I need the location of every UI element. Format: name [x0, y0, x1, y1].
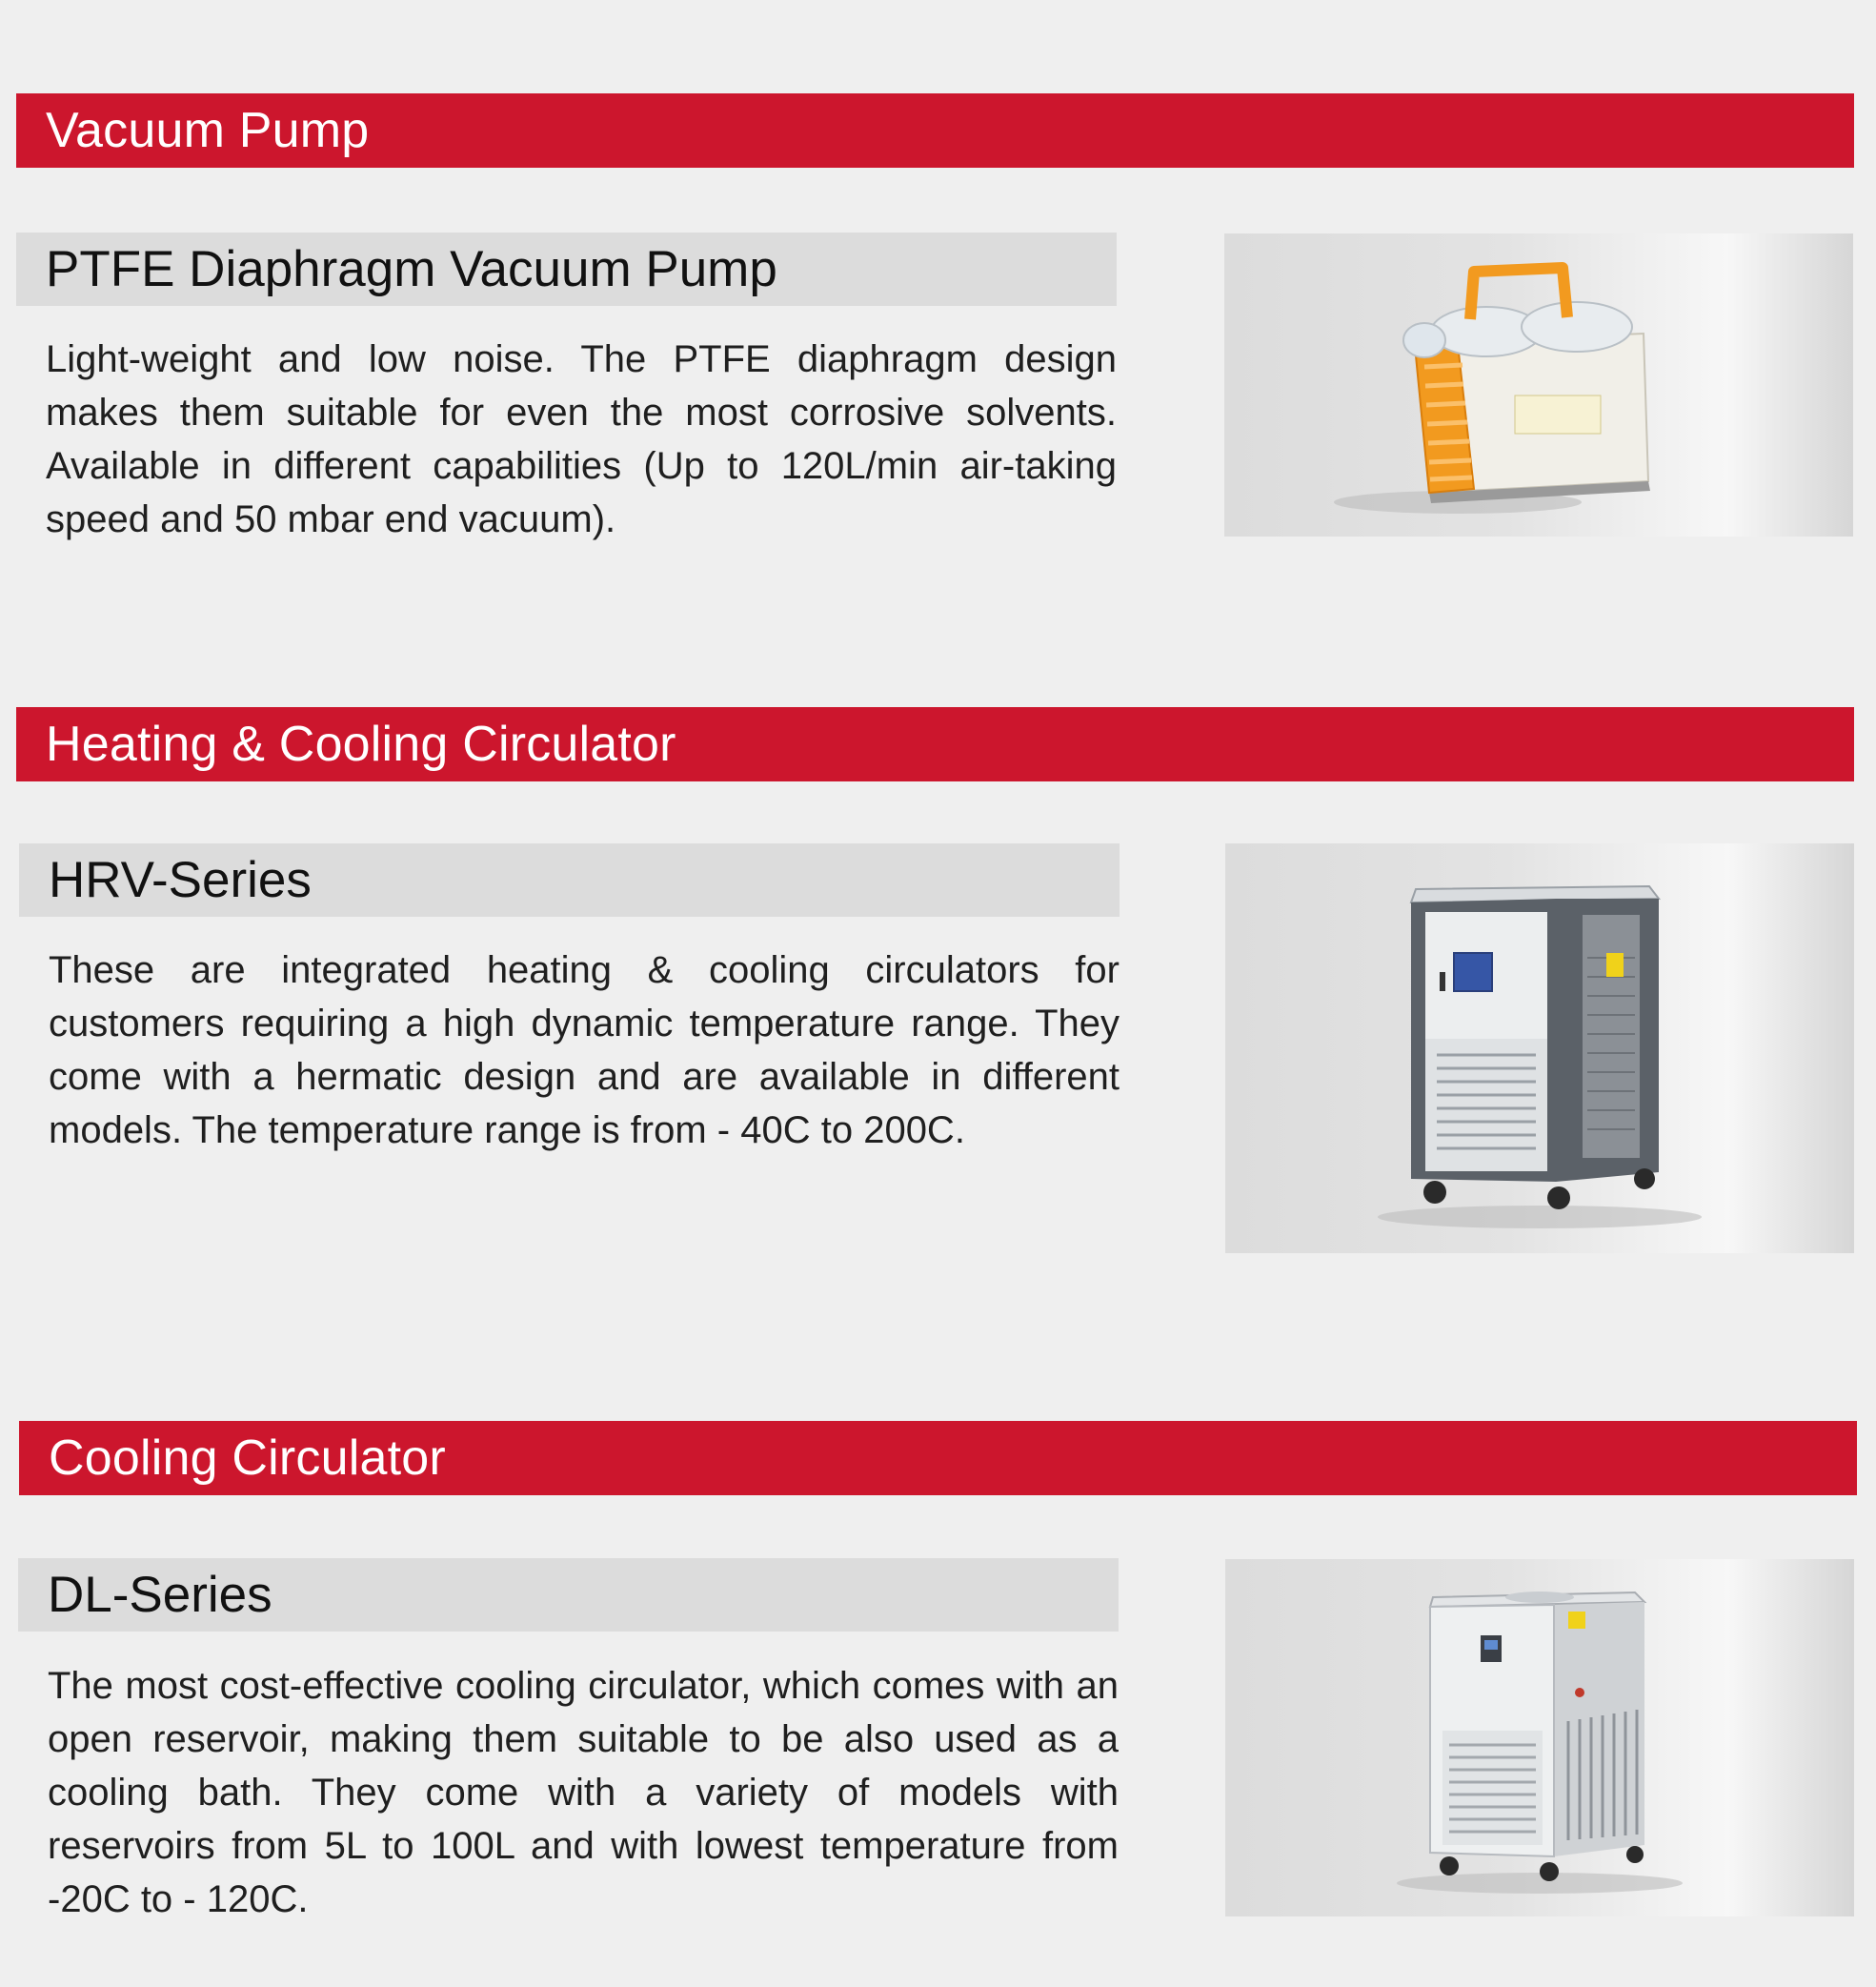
hrv-circulator-icon — [1225, 843, 1854, 1253]
diaphragm-vacuum-pump-photo — [1224, 233, 1853, 537]
section-header-heating-cooling-circulator: Heating & Cooling Circulator — [16, 707, 1854, 781]
product-title-hrv-series: HRV-Series — [19, 843, 1120, 917]
section-header-vacuum-pump: Vacuum Pump — [16, 93, 1854, 168]
product-description-dl-series: The most cost-effective cooling circulator, which comes with an open reservoir, making them suitable to be also used as a cooling bath. They come with a variety of models with reservoirs from 5L to 100L and with lowest temperature from -20C to - 120C. — [48, 1665, 1119, 1920]
product-title-dl-series: DL-Series — [18, 1558, 1119, 1632]
product-description-ptfe-pump: Light-weight and low noise. The PTFE diaphragm design makes them suitable for even the most corrosive solvents. Available in different capabilities (Up to 120L/min air-taking speed and 50 mbar end vacuum). — [46, 338, 1117, 540]
cooling-circulator-photo — [1225, 1559, 1854, 1916]
heating-cooling-circulator-photo — [1225, 843, 1854, 1253]
dl-circulator-icon — [1225, 1559, 1854, 1916]
product-title-ptfe-pump: PTFE Diaphragm Vacuum Pump — [16, 233, 1117, 306]
section-header-cooling-circulator: Cooling Circulator — [19, 1421, 1857, 1495]
product-description-hrv-series: These are integrated heating & cooling circulators for customers requiring a high dynamic temperature range. They come with a hermatic design and are available in different models. The temperature range is from - 40C to 200C. — [49, 949, 1120, 1151]
vacuum-pump-icon — [1224, 233, 1853, 537]
